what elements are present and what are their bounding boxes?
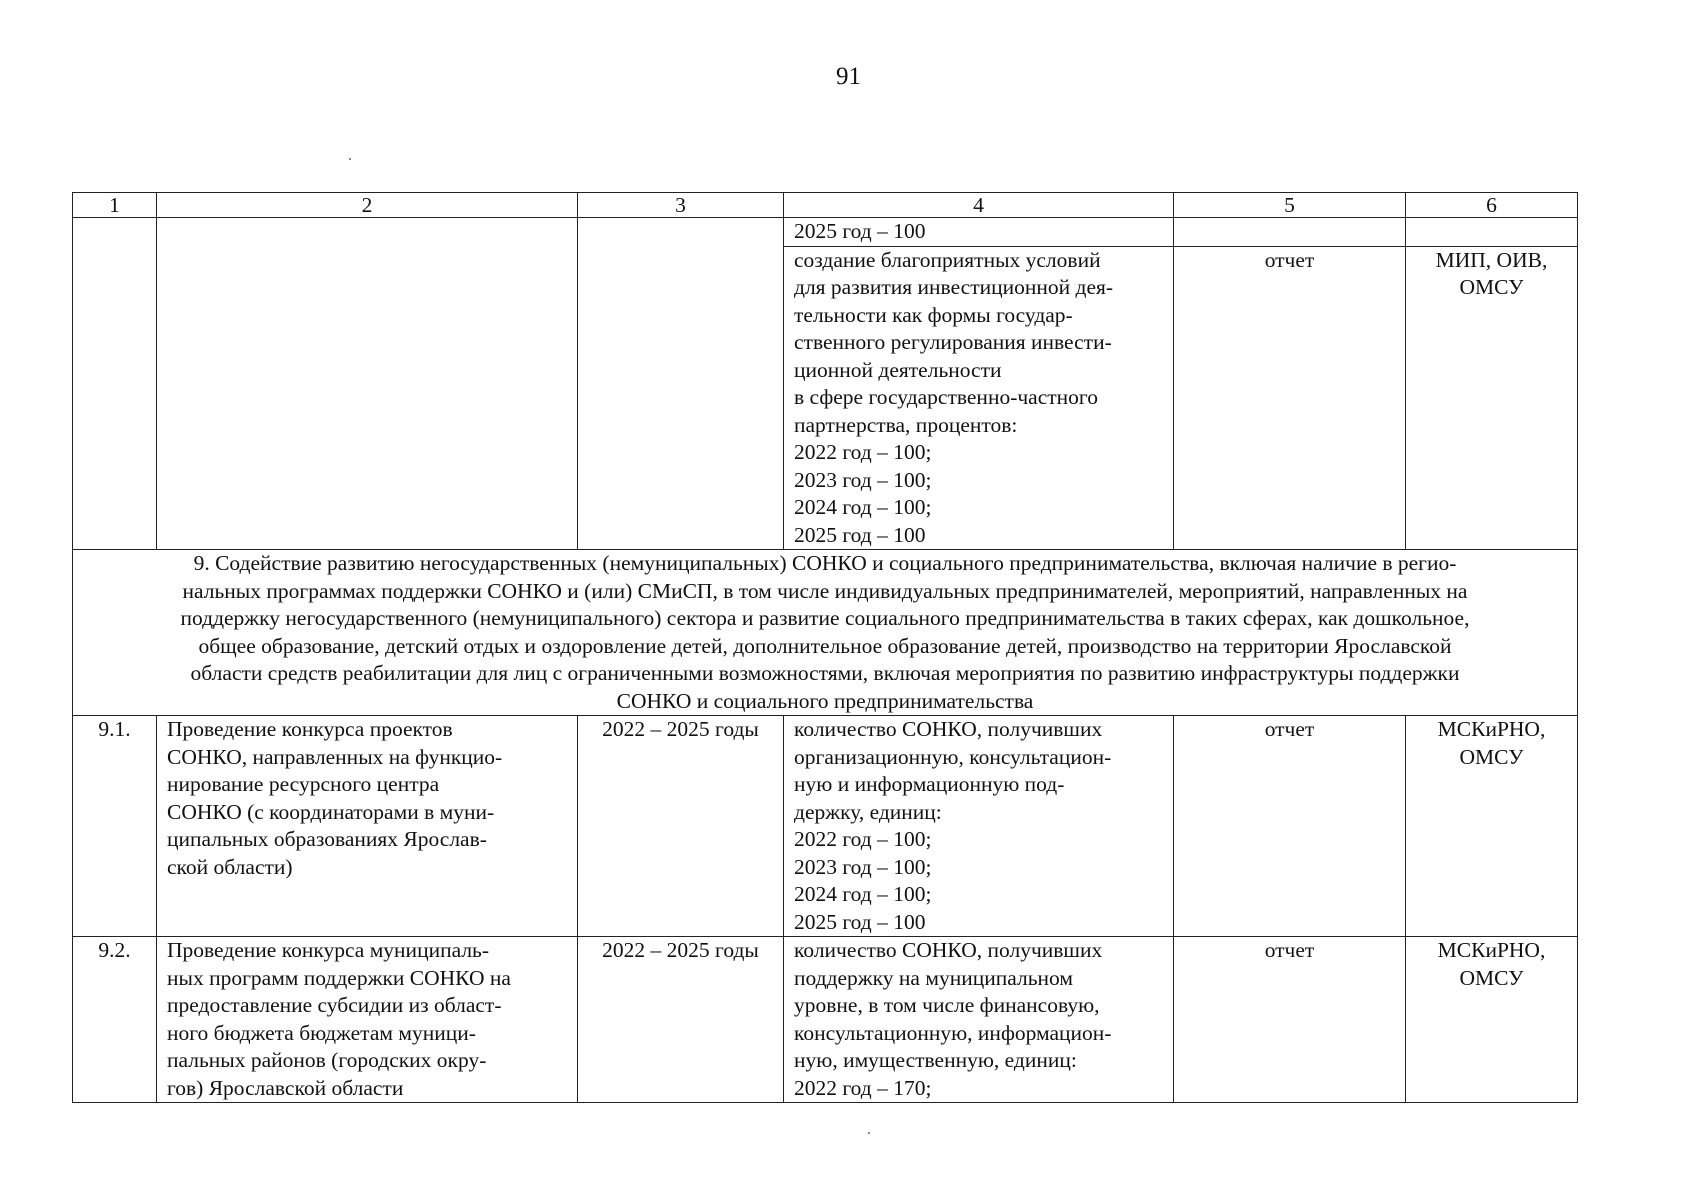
event-line: ного бюджета бюджетам муници- [167, 1020, 476, 1045]
period-cell: 2022 – 2025 годы [578, 716, 784, 937]
report-form-cell: отчет [1174, 716, 1406, 937]
section-line: общее образование, детский отдых и оздоровление детей, дополнительное образование детей, производство на территории Ярославской [198, 633, 1452, 658]
section-heading [73, 550, 1578, 716]
responsible-line: ОМСУ [1459, 965, 1524, 990]
indicator-line: для развития инвестиционной дея- [794, 275, 1114, 299]
indicator-cell [784, 716, 1174, 937]
indicator-line: уровне, в том числе финансовую, [794, 993, 1100, 1017]
table-row [73, 937, 1578, 1103]
section-line: нальных программах поддержки СОНКО и (или) СМиСП, в том числе индивидуальных предпринимателей, мероприятий, направленных на [182, 578, 1468, 603]
indicator-line: организационную, консультацион- [794, 744, 1112, 769]
report-form-cell: отчет [1174, 937, 1406, 1103]
event-cell [157, 218, 578, 550]
indicator-line: держку, единиц: [794, 799, 942, 824]
scan-speck [349, 158, 351, 160]
table-row [73, 716, 1578, 937]
column-number: 4 [784, 193, 1174, 218]
event-line: СОНКО, направленных на функцио- [167, 744, 503, 769]
indicator-line: ную, имущественную, единиц: [794, 1048, 1077, 1072]
measures-table [72, 192, 1578, 1103]
event-line: нирование ресурсного центра [167, 772, 440, 796]
indicator-line: ственного регулирования инвести- [794, 330, 1112, 354]
indicator-line: 2023 год – 100; [794, 467, 932, 492]
responsible-line: МСКиРНО, [1437, 717, 1546, 741]
indicator-line: ную и информационную под- [794, 772, 1065, 796]
responsible-cell [1406, 218, 1578, 247]
event-line: Проведение конкурса муниципаль- [167, 938, 490, 962]
event-line: Проведение конкурса проектов [167, 717, 453, 741]
report-form-cell [1174, 218, 1406, 247]
responsible-line: ОМСУ [1459, 275, 1524, 299]
column-number: 3 [578, 193, 784, 218]
section-line: 9. Содействие развитию негосударственных (немуниципальных) СОНКО и социального предпринимательства, включая наличие в регио- [193, 551, 1457, 575]
column-number: 5 [1174, 193, 1406, 218]
indicator-line: в сфере государственно-частного [794, 385, 1098, 409]
section-row [73, 550, 1578, 716]
num-cell [73, 218, 157, 550]
indicator-line: 2025 год – 100 [794, 909, 926, 934]
report-form-cell: отчет [1174, 246, 1406, 550]
column-number: 2 [157, 193, 578, 218]
page-number: 91 [836, 63, 861, 90]
indicator-cell [784, 937, 1174, 1103]
column-number: 6 [1406, 193, 1578, 218]
indicator-line: 2024 год – 100; [794, 495, 932, 519]
indicator-line: 2024 год – 100; [794, 882, 932, 906]
column-number-row [73, 193, 1578, 218]
indicator-line: 2022 год – 100; [794, 827, 932, 851]
responsible-line: МСКиРНО, [1437, 938, 1546, 962]
indicator-line: ционной деятельности [794, 357, 1002, 382]
indicator-line: партнерства, процентов: [794, 412, 1018, 437]
responsible-cell [1406, 246, 1578, 550]
event-line: ных программ поддержки СОНКО на [167, 965, 511, 990]
num-cell: 9.2. [73, 937, 157, 1103]
indicator-line: 2023 год – 100; [794, 854, 932, 879]
indicator-line: 2022 год – 100; [794, 440, 932, 464]
column-number: 1 [73, 193, 157, 218]
period-cell [578, 218, 784, 550]
event-line: ципальных образованиях Ярослав- [167, 827, 487, 851]
indicator-line: консультационную, информацион- [794, 1020, 1112, 1045]
event-cell [157, 716, 578, 937]
event-line: гов) Ярославской области [167, 1075, 404, 1100]
indicator-line: тельности как формы государ- [794, 302, 1073, 327]
section-line: области средств реабилитации для лиц с ограниченными возможностями, включая мероприятия по развитию инфраструктуры поддержки [190, 661, 1460, 685]
indicator-line: 2025 год – 100 [794, 522, 926, 547]
responsible-line: ОМСУ [1459, 744, 1524, 769]
indicator-cell [784, 246, 1174, 550]
event-line: пальных районов (городских окру- [167, 1048, 487, 1072]
indicator-line: количество СОНКО, получивших [794, 938, 1103, 962]
event-line: СОНКО (с координаторами в муни- [167, 799, 495, 824]
indicator-line: 2022 год – 170; [794, 1075, 932, 1100]
section-line: СОНКО и социального предпринимательства [616, 688, 1034, 713]
num-cell: 9.1. [73, 716, 157, 937]
event-cell [157, 937, 578, 1103]
indicator-cell [784, 218, 1174, 247]
table-row [73, 218, 1578, 247]
section-line: поддержку негосударственного (немуниципального) сектора и развитие социального предпринимательства в таких сферах, как дошкольное, [180, 606, 1470, 630]
indicator-line: создание благоприятных условий [794, 247, 1101, 272]
responsible-cell [1406, 716, 1578, 937]
event-line: ской области) [167, 854, 293, 879]
event-line: предоставление субсидии из област- [167, 993, 502, 1017]
indicator-line: 2025 год – 100 [794, 219, 926, 243]
responsible-cell [1406, 937, 1578, 1103]
indicator-line: количество СОНКО, получивших [794, 717, 1103, 741]
period-cell: 2022 – 2025 годы [578, 937, 784, 1103]
responsible-line: МИП, ОИВ, [1435, 247, 1548, 272]
indicator-line: поддержку на муниципальном [794, 965, 1073, 990]
scan-speck [868, 1132, 870, 1134]
